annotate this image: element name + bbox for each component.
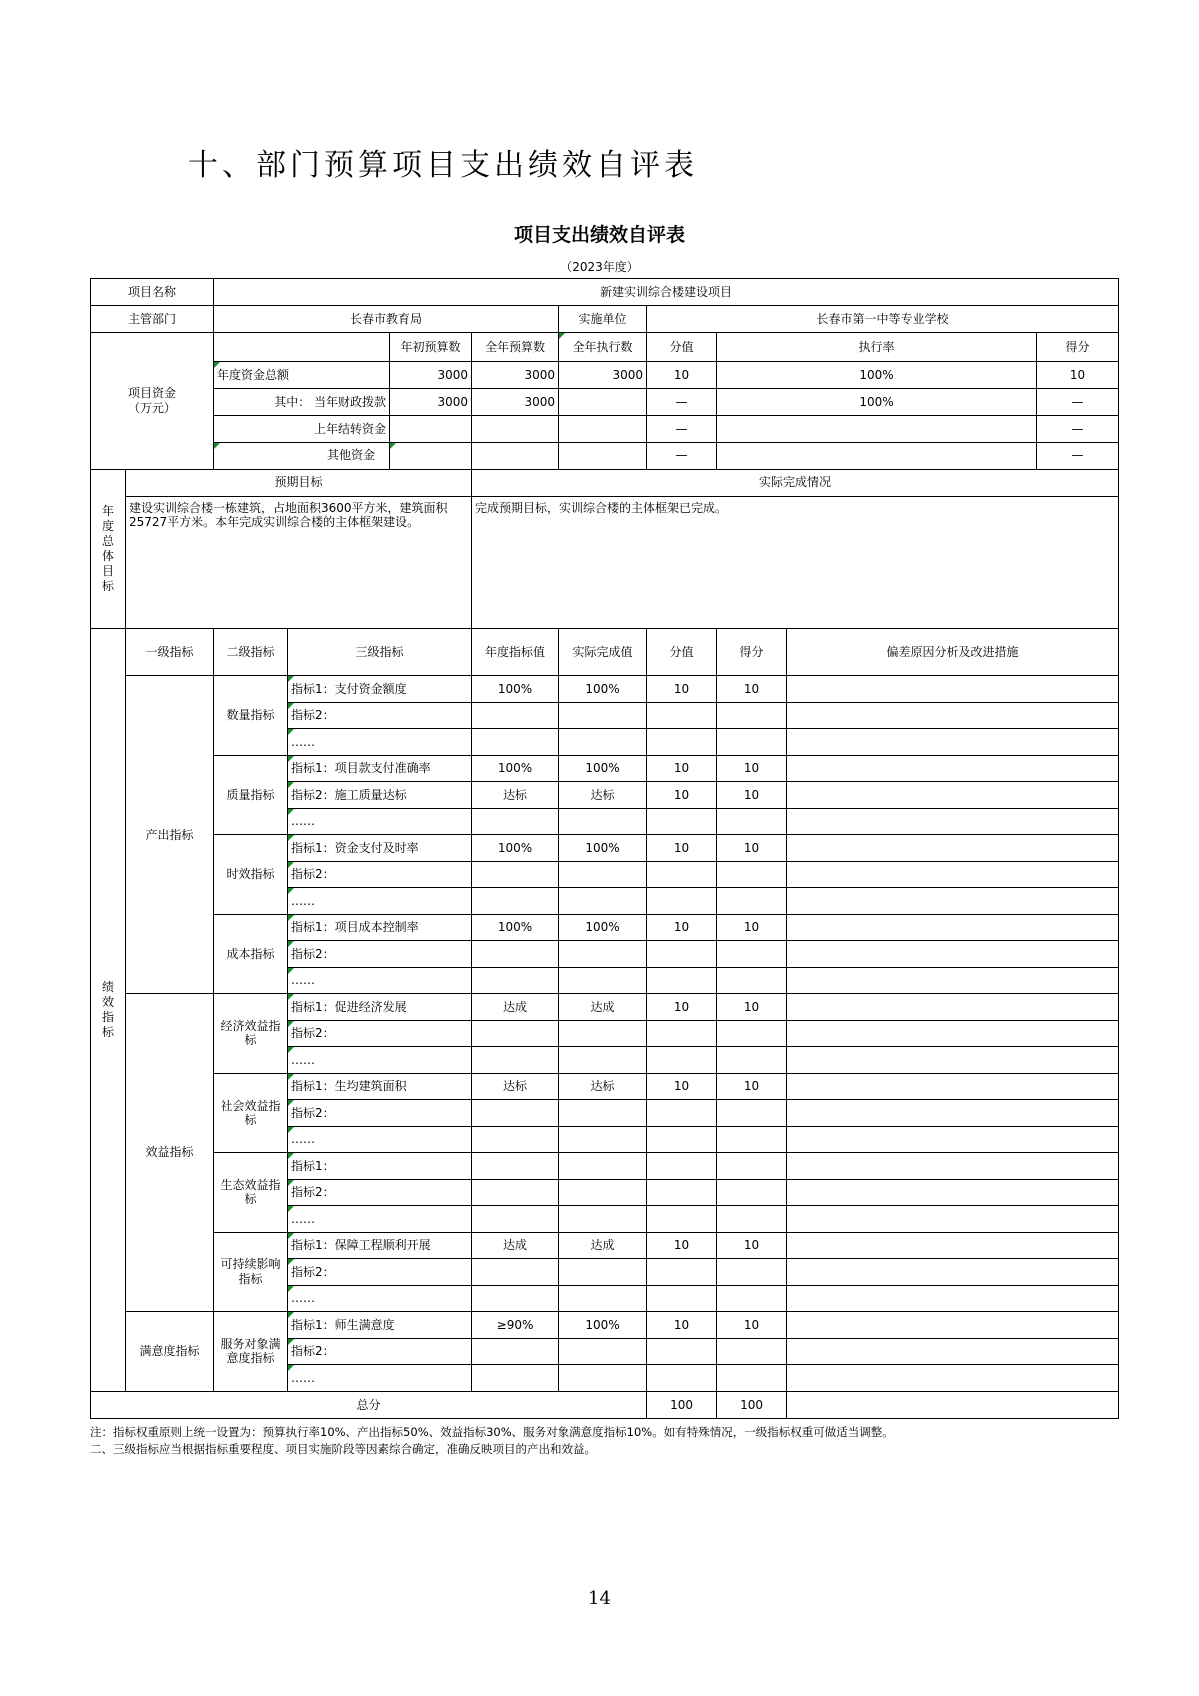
level3-name: 指标2：	[288, 861, 472, 887]
header-annual: 全年预算数	[472, 332, 559, 361]
level3-name: 指标2：施工质量达标	[288, 782, 472, 808]
goals-expected-text: 建设实训综合楼一栋建筑，占地面积3600平方米，建筑面积25727平方米。本年完成实训综合楼的主体框架建设。	[126, 496, 472, 629]
actual-value	[559, 861, 647, 887]
funds-other-initial	[390, 442, 472, 469]
table-row	[91, 994, 1119, 1020]
funds-current-rate: 100%	[717, 388, 1037, 415]
score-value: 10	[717, 1232, 787, 1258]
level3-name: ……	[288, 1206, 472, 1232]
level3-name: 指标1：生均建筑面积	[288, 1073, 472, 1099]
reason-cell	[787, 755, 1119, 781]
perf-header-weight: 分值	[647, 629, 717, 676]
actual-value: 达成	[559, 994, 647, 1020]
score-value: 10	[717, 755, 787, 781]
reason-cell	[787, 1073, 1119, 1099]
target-value	[472, 1020, 559, 1046]
weight-value	[647, 1365, 717, 1391]
funds-current-annual: 3000	[472, 388, 559, 415]
level3-name: 指标1：	[288, 1153, 472, 1179]
weight-value	[647, 808, 717, 834]
total-weight: 100	[647, 1391, 717, 1418]
level3-name: 指标2：	[288, 1020, 472, 1046]
level2-label: 质量指标	[214, 755, 288, 834]
funds-label: 项目资金 （万元）	[91, 332, 214, 469]
level2-label: 时效指标	[214, 835, 288, 914]
actual-value: 100%	[559, 1312, 647, 1338]
reason-cell	[787, 861, 1119, 887]
actual-value	[559, 729, 647, 755]
reason-cell	[787, 1206, 1119, 1232]
dept-value: 长春市教育局	[214, 305, 559, 332]
weight-value: 10	[647, 782, 717, 808]
perf-side-label: 绩效指标	[91, 629, 126, 1391]
funds-carryover-annual	[472, 415, 559, 442]
actual-value: 100%	[559, 914, 647, 940]
weight-value	[647, 1153, 717, 1179]
goals-actual-label: 实际完成情况	[472, 469, 1119, 496]
actual-value: 100%	[559, 676, 647, 702]
table-row	[91, 914, 1119, 940]
actual-value	[559, 1259, 647, 1285]
funds-current-initial: 3000	[390, 388, 472, 415]
funds-carryover-executed	[559, 415, 647, 442]
table-row	[91, 1232, 1119, 1258]
level3-name: 指标1：支付资金额度	[288, 676, 472, 702]
funds-total-score: 10	[1037, 361, 1119, 388]
funds-total-weight: 10	[647, 361, 717, 388]
reason-cell	[787, 676, 1119, 702]
funds-current-executed	[559, 388, 647, 415]
weight-value	[647, 941, 717, 967]
funds-other-rate	[717, 442, 1037, 469]
funds-header-blank	[214, 332, 390, 361]
weight-value: 10	[647, 994, 717, 1020]
reason-cell	[787, 1232, 1119, 1258]
actual-value	[559, 1020, 647, 1046]
weight-value: 10	[647, 835, 717, 861]
level3-name: 指标1：促进经济发展	[288, 994, 472, 1020]
target-value	[472, 967, 559, 993]
actual-value	[559, 1126, 647, 1152]
reason-cell	[787, 702, 1119, 728]
table-row	[91, 676, 1119, 702]
level3-name: 指标2：	[288, 941, 472, 967]
impl-value: 长春市第一中等专业学校	[647, 305, 1119, 332]
level3-name: 指标1：师生满意度	[288, 1312, 472, 1338]
funds-total-rate: 100%	[717, 361, 1037, 388]
reason-cell	[787, 1285, 1119, 1311]
weight-value	[647, 729, 717, 755]
weight-value	[647, 1020, 717, 1046]
actual-value	[559, 1100, 647, 1126]
page-number: 14	[588, 1588, 611, 1609]
target-value: ≥90%	[472, 1312, 559, 1338]
target-value	[472, 702, 559, 728]
weight-value: 10	[647, 1232, 717, 1258]
weight-value	[647, 1047, 717, 1073]
target-value	[472, 941, 559, 967]
target-value	[472, 729, 559, 755]
table-row	[91, 835, 1119, 861]
score-value	[717, 1365, 787, 1391]
actual-value	[559, 1338, 647, 1364]
score-value	[717, 941, 787, 967]
actual-value	[559, 702, 647, 728]
funds-total-label: 年度资金总额	[214, 361, 390, 388]
target-value	[472, 1365, 559, 1391]
score-value	[717, 1047, 787, 1073]
perf-header-actual: 实际完成值	[559, 629, 647, 676]
reason-cell	[787, 888, 1119, 914]
total-label: 总分	[91, 1391, 647, 1418]
level3-name: 指标2：	[288, 1259, 472, 1285]
weight-value: 10	[647, 1073, 717, 1099]
actual-value	[559, 1206, 647, 1232]
reason-cell	[787, 1153, 1119, 1179]
reason-cell	[787, 941, 1119, 967]
funds-other-annual	[472, 442, 559, 469]
level3-name: ……	[288, 888, 472, 914]
score-value	[717, 1259, 787, 1285]
goals-actual-text: 完成预期目标，实训综合楼的主体框架已完成。	[472, 496, 1119, 629]
impl-label: 实施单位	[559, 305, 647, 332]
funds-carryover-score: —	[1037, 415, 1119, 442]
score-value	[717, 1285, 787, 1311]
funds-carryover-label: 上年结转资金	[214, 415, 390, 442]
score-value: 10	[717, 676, 787, 702]
target-value	[472, 1100, 559, 1126]
weight-value: 10	[647, 1312, 717, 1338]
level2-label: 数量指标	[214, 676, 288, 755]
level3-name: ……	[288, 1365, 472, 1391]
score-value: 10	[717, 835, 787, 861]
project-name-value: 新建实训综合楼建设项目	[214, 279, 1119, 306]
level3-name: ……	[288, 729, 472, 755]
score-value	[717, 1020, 787, 1046]
level3-name: 指标1：项目款支付准确率	[288, 755, 472, 781]
funds-other-executed	[559, 442, 647, 469]
performance-table	[90, 278, 1119, 1419]
funds-current-label: 其中： 当年财政拨款	[214, 388, 390, 415]
weight-value: 10	[647, 755, 717, 781]
target-value: 100%	[472, 914, 559, 940]
goals-side-label: 年度总体目标	[91, 469, 126, 628]
target-value	[472, 1206, 559, 1232]
actual-value	[559, 967, 647, 993]
actual-value	[559, 808, 647, 834]
table-row	[91, 755, 1119, 781]
weight-value	[647, 861, 717, 887]
level2-label: 服务对象满意度指标	[214, 1312, 288, 1391]
level3-name: ……	[288, 1047, 472, 1073]
score-value	[717, 861, 787, 887]
reason-cell	[787, 967, 1119, 993]
weight-value	[647, 888, 717, 914]
score-value: 10	[717, 1073, 787, 1099]
actual-value	[559, 888, 647, 914]
score-value	[717, 729, 787, 755]
actual-value: 达成	[559, 1232, 647, 1258]
level2-label: 社会效益指标	[214, 1073, 288, 1152]
actual-value	[559, 1047, 647, 1073]
funds-carryover-rate	[717, 415, 1037, 442]
target-value: 100%	[472, 676, 559, 702]
score-value	[717, 1179, 787, 1205]
header-weight: 分值	[647, 332, 717, 361]
score-value	[717, 1126, 787, 1152]
level1-label: 满意度指标	[126, 1312, 214, 1391]
target-value	[472, 1153, 559, 1179]
weight-value	[647, 1100, 717, 1126]
level3-name: ……	[288, 967, 472, 993]
target-value: 达成	[472, 1232, 559, 1258]
dept-label: 主管部门	[91, 305, 214, 332]
target-value	[472, 1179, 559, 1205]
perf-header-reason: 偏差原因分析及改进措施	[787, 629, 1119, 676]
reason-cell	[787, 1312, 1119, 1338]
actual-value	[559, 1179, 647, 1205]
perf-header-level2: 二级指标	[214, 629, 288, 676]
target-value: 达成	[472, 994, 559, 1020]
funds-other-weight: —	[647, 442, 717, 469]
reason-cell	[787, 782, 1119, 808]
actual-value	[559, 1285, 647, 1311]
level3-name: 指标2：	[288, 1338, 472, 1364]
level3-name: 指标2：	[288, 1100, 472, 1126]
target-value	[472, 1338, 559, 1364]
weight-value	[647, 702, 717, 728]
reason-cell	[787, 808, 1119, 834]
table-row	[91, 1073, 1119, 1099]
target-value	[472, 861, 559, 887]
level3-name: ……	[288, 1285, 472, 1311]
reason-cell	[787, 1259, 1119, 1285]
reason-cell	[787, 1365, 1119, 1391]
total-score: 100	[717, 1391, 787, 1418]
perf-header-level1: 一级指标	[126, 629, 214, 676]
score-value	[717, 702, 787, 728]
reason-cell	[787, 835, 1119, 861]
target-value	[472, 1285, 559, 1311]
table-row	[91, 1153, 1119, 1179]
header-exec-rate: 执行率	[717, 332, 1037, 361]
perf-header-level3: 三级指标	[288, 629, 472, 676]
actual-value: 达标	[559, 782, 647, 808]
level3-name: 指标1：保障工程顺利开展	[288, 1232, 472, 1258]
funds-current-score: —	[1037, 388, 1119, 415]
funds-carryover-initial	[390, 415, 472, 442]
funds-total-annual: 3000	[472, 361, 559, 388]
perf-header-score: 得分	[717, 629, 787, 676]
reason-cell	[787, 1020, 1119, 1046]
target-value: 100%	[472, 835, 559, 861]
weight-value: 10	[647, 914, 717, 940]
funds-current-weight: —	[647, 388, 717, 415]
score-value	[717, 1100, 787, 1126]
funds-total-executed: 3000	[559, 361, 647, 388]
level2-label: 经济效益指标	[214, 994, 288, 1073]
score-value	[717, 888, 787, 914]
year-label: （2023年度）	[560, 260, 639, 274]
score-value: 10	[717, 914, 787, 940]
reason-cell	[787, 1338, 1119, 1364]
weight-value	[647, 1179, 717, 1205]
header-initial: 年初预算数	[390, 332, 472, 361]
actual-value: 100%	[559, 835, 647, 861]
weight-value	[647, 1259, 717, 1285]
funds-other-score: —	[1037, 442, 1119, 469]
header-score: 得分	[1037, 332, 1119, 361]
total-reason	[787, 1391, 1119, 1418]
level3-name: 指标1：资金支付及时率	[288, 835, 472, 861]
actual-value: 100%	[559, 755, 647, 781]
reason-cell	[787, 729, 1119, 755]
target-value	[472, 1259, 559, 1285]
score-value: 10	[717, 994, 787, 1020]
header-executed: 全年执行数	[559, 332, 647, 361]
funds-carryover-weight: —	[647, 415, 717, 442]
level3-name: 指标1：项目成本控制率	[288, 914, 472, 940]
weight-value	[647, 1338, 717, 1364]
target-value: 100%	[472, 755, 559, 781]
weight-value	[647, 1206, 717, 1232]
level2-label: 生态效益指标	[214, 1153, 288, 1232]
reason-cell	[787, 994, 1119, 1020]
table-title: 项目支出绩效自评表	[513, 224, 685, 246]
level3-name: ……	[288, 808, 472, 834]
target-value	[472, 1047, 559, 1073]
project-name-label: 项目名称	[91, 279, 214, 306]
target-value	[472, 1126, 559, 1152]
note-line-1: 注：指标权重原则上统一设置为：预算执行率10%、产出指标50%、效益指标30%、服务对象满意度指标10%。如有特殊情况，一级指标权重可做适当调整。	[90, 1425, 894, 1439]
perf-header-target: 年度指标值	[472, 629, 559, 676]
note-line-2: 二、三级指标应当根据指标重要程度、项目实施阶段等因素综合确定，准确反映项目的产出和效益。	[90, 1442, 596, 1457]
target-value: 达标	[472, 782, 559, 808]
level1-label: 产出指标	[126, 676, 214, 994]
score-value: 10	[717, 1312, 787, 1338]
score-value: 10	[717, 782, 787, 808]
level3-name: ……	[288, 1126, 472, 1152]
weight-value	[647, 967, 717, 993]
weight-value: 10	[647, 676, 717, 702]
level2-label: 可持续影响指标	[214, 1232, 288, 1311]
notes	[90, 1424, 1130, 1459]
score-value	[717, 1206, 787, 1232]
table-row	[91, 1312, 1119, 1338]
target-value	[472, 808, 559, 834]
target-value: 达标	[472, 1073, 559, 1099]
goals-expected-label: 预期目标	[126, 469, 472, 496]
reason-cell	[787, 1100, 1119, 1126]
funds-total-initial: 3000	[390, 361, 472, 388]
actual-value: 达标	[559, 1073, 647, 1099]
level3-name: 指标2：	[288, 1179, 472, 1205]
actual-value	[559, 1153, 647, 1179]
score-value	[717, 808, 787, 834]
score-value	[717, 1153, 787, 1179]
level1-label: 效益指标	[126, 994, 214, 1312]
target-value	[472, 888, 559, 914]
reason-cell	[787, 1126, 1119, 1152]
reason-cell	[787, 914, 1119, 940]
score-value	[717, 967, 787, 993]
funds-other-label: 其他资金	[214, 442, 390, 469]
actual-value	[559, 941, 647, 967]
weight-value	[647, 1285, 717, 1311]
reason-cell	[787, 1047, 1119, 1073]
reason-cell	[787, 1179, 1119, 1205]
level3-name: 指标2：	[288, 702, 472, 728]
score-value	[717, 1338, 787, 1364]
page-heading: 十、部门预算项目支出绩效自评表	[188, 148, 698, 183]
actual-value	[559, 1365, 647, 1391]
level2-label: 成本指标	[214, 914, 288, 993]
weight-value	[647, 1126, 717, 1152]
